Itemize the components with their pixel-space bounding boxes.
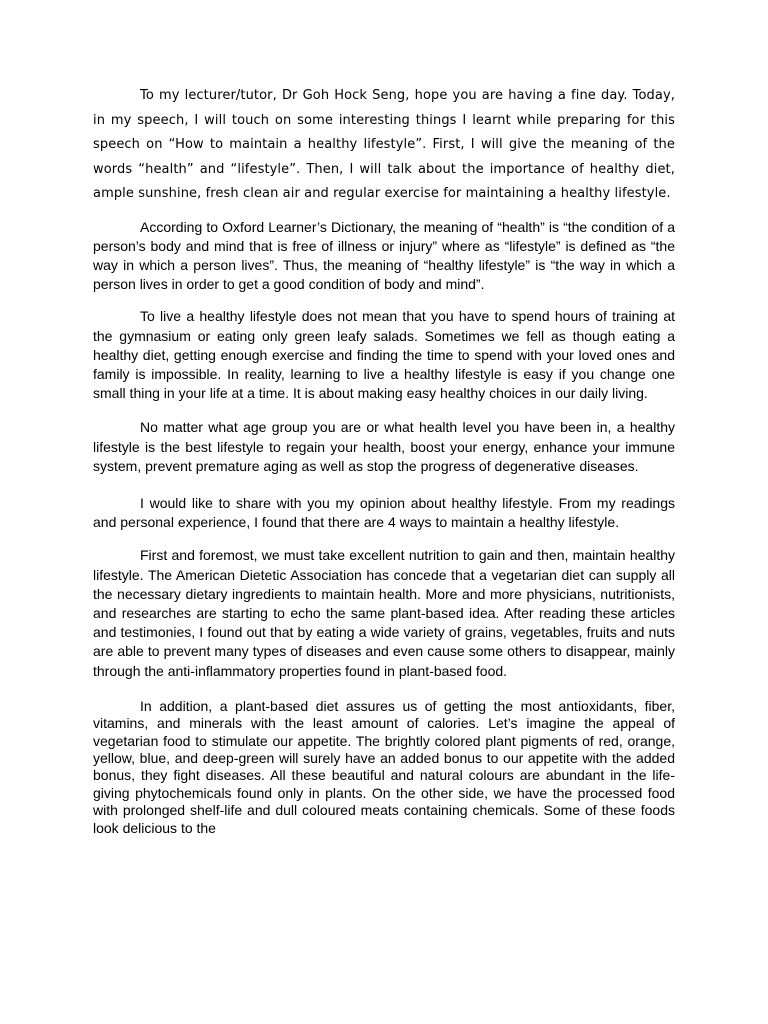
paragraph-healthy-living: To live a healthy lifestyle does not mean that you have to spend hours of training at the gymnasium or eating only green leafy salads. Sometimes we fell as though eating a healthy diet, getting enough exercise and finding the time to spend with your loved ones and family is impossible. In reality, learning to live a healthy lifestyle is easy if you change one small thing in your life at a time. It is about making easy healthy choices in our daily living. bbox=[93, 308, 675, 402]
document-page bbox=[93, 84, 675, 837]
paragraph-four-ways: I would like to share with you my opinion about healthy lifestyle. From my readings and personal experience, I found that there are 4 ways to maintain a healthy lifestyle. bbox=[93, 494, 675, 531]
paragraph-nutrition: First and foremost, we must take excellent nutrition to gain and then, maintain healthy lifestyle. The American Dietetic Association has concede that a vegetarian diet can supply all the necessary dietary ingredients to maintain health. More and more physicians, nutritionists, and researches are starting to echo the same plant-based idea. After reading these articles and testimonies, I found out that by eating a wide variety of grains, vegetables, fruits and nuts are able to prevent many types of diseases and even cause some others to disappear, mainly through the anti-inflammatory properties found in plant-based food. bbox=[93, 547, 675, 679]
paragraph-plant-based-diet: In addition, a plant-based diet assures us of getting the most antioxidants, fiber, vitamins, and minerals with the least amount of calories. Let’s imagine the appeal of vegetarian food to stimulate our appetite. The brightly colored plant pigments of red, orange, yellow, blue, and deep-green will surely have an added bonus to our appetite with the added bonus, they fight diseases. All these beautiful and natural colours are abundant in the life-giving phytochemicals found only in plants. On the other side, we have the processed food with prolonged shelf-life and dull coloured meats containing chemicals. Some of these foods look delicious to the bbox=[93, 697, 675, 836]
paragraph-definitions: According to Oxford Learner’s Dictionary, the meaning of “health” is “the condition of a person’s body and mind that is free of illness or injury” where as “lifestyle” is defined as “the way in which a person lives”. Thus, the meaning of “healthy lifestyle” is “the way in which a person lives in order to get a good condition of body and mind”. bbox=[93, 218, 675, 293]
paragraph-introduction: To my lecturer/tutor, Dr Goh Hock Seng, hope you are having a fine day. Today, in my speech, I will touch on some interesting things I learnt while preparing for this speech on “How to maintain a healthy lifestyle”. First, I will give the meaning of the words “health” and “lifestyle”. Then, I will talk about the importance of healthy diet, ample sunshine, fresh clean air and regular exercise for maintaining a healthy lifestyle. bbox=[93, 88, 675, 201]
paragraph-any-age: No matter what age group you are or what health level you have been in, a healthy lifestyle is the best lifestyle to regain your health, boost your energy, enhance your immune system, prevent premature aging as well as stop the progress of degenerative diseases. bbox=[93, 419, 675, 474]
